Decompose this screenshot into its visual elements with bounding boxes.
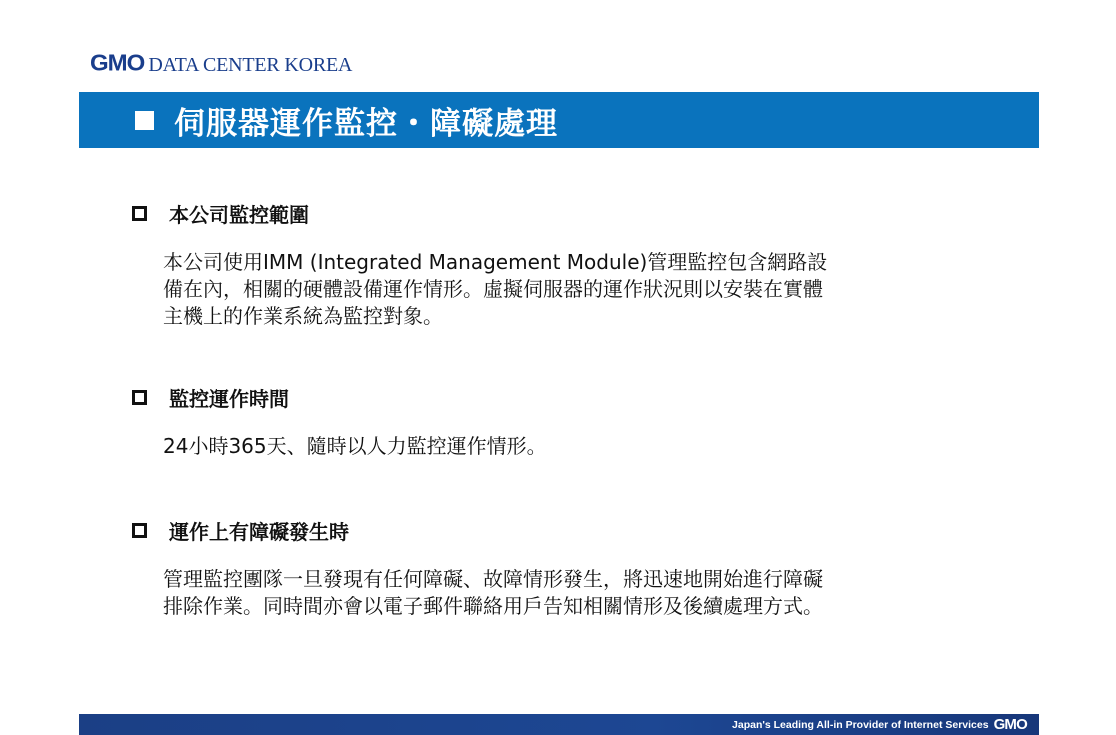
- section-heading: [132, 517, 992, 543]
- section-body-text: 管理監控團隊一旦發現有任何障礙、故障情形發生，將迅速地開始進行障礙 排除作業。同時間亦會以電子郵件聯絡用戶告知相關情形及後續處理方式。: [163, 567, 823, 618]
- section-monitoring-scope: [132, 200, 992, 330]
- footer-bar: [79, 714, 1039, 735]
- footer-logo: GMO: [993, 716, 1027, 733]
- hollow-square-icon: [132, 523, 147, 538]
- section-heading-text: 本公司監控範圍: [169, 202, 309, 227]
- section-heading-text: 監控運作時間: [169, 386, 289, 411]
- section-body-text: 24小時365天、隨時以人力監控運作情形。: [163, 434, 547, 458]
- logo-mark: GMO: [90, 50, 145, 77]
- company-logo: [90, 50, 352, 76]
- logo-text: DATA CENTER KOREA: [148, 54, 353, 76]
- page-title: 伺服器運作監控・障礙處理: [174, 105, 558, 142]
- title-bar: [79, 92, 1039, 148]
- section-failure-handling: [132, 517, 992, 620]
- section-body-text: 本公司使用IMM (Integrated Management Module)管理監控包含網路設 備在內，相關的硬體設備運作情形。虛擬伺服器的運作狀況則以安裝在實體 主機上的作業系統為監控對象。: [163, 250, 828, 328]
- footer-tagline: Japan's Leading All-in Provider of Internet Services: [732, 718, 989, 731]
- section-heading: [132, 200, 992, 226]
- hollow-square-icon: [132, 390, 147, 405]
- hollow-square-icon: [132, 206, 147, 221]
- section-heading: [132, 384, 992, 410]
- section-monitoring-hours: [132, 384, 992, 460]
- section-heading-text: 運作上有障礙發生時: [169, 519, 349, 544]
- filled-square-icon: [135, 111, 154, 130]
